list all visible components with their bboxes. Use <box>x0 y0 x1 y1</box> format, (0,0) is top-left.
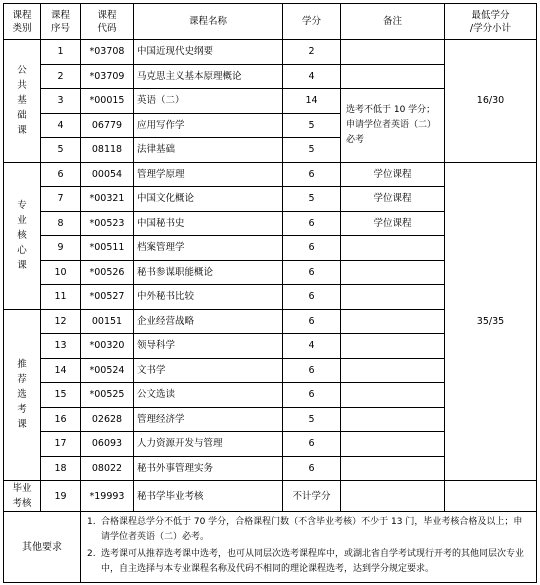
course-seq: 9 <box>41 236 81 261</box>
course-name: 中外秘书比较 <box>134 285 283 310</box>
course-credit: 2 <box>283 40 341 65</box>
course-category: 专 业 核 心 课 <box>4 162 41 309</box>
course-note <box>341 309 445 334</box>
course-seq: 10 <box>41 260 81 285</box>
table-row <box>4 40 537 65</box>
course-note-span: 选考不低于 10 学分；申请学位者英语（二）必考 <box>341 89 445 163</box>
table-body <box>4 40 537 512</box>
course-code: *00321 <box>81 187 134 212</box>
course-seq: 12 <box>41 309 81 334</box>
course-credit: 5 <box>283 187 341 212</box>
course-credit: 4 <box>283 64 341 89</box>
course-seq: 13 <box>41 334 81 359</box>
other-requirements-row <box>4 512 537 583</box>
course-name: 中国文化概论 <box>134 187 283 212</box>
course-name: 档案管理学 <box>134 236 283 261</box>
course-credit: 6 <box>283 383 341 408</box>
course-name: 秘书参谋职能概论 <box>134 260 283 285</box>
course-code: 08118 <box>81 138 134 163</box>
course-note <box>341 481 445 512</box>
course-credit: 6 <box>283 260 341 285</box>
course-category: 公 共 基 础 课 <box>4 40 41 163</box>
course-seq: 7 <box>41 187 81 212</box>
course-seq: 3 <box>41 89 81 114</box>
course-name: 管理经济学 <box>134 407 283 432</box>
course-code: *00525 <box>81 383 134 408</box>
course-code: 06093 <box>81 432 134 457</box>
course-credit: 6 <box>283 456 341 481</box>
course-note <box>341 334 445 359</box>
course-note <box>341 64 445 89</box>
course-code: *00523 <box>81 211 134 236</box>
course-name: 企业经营战略 <box>134 309 283 334</box>
course-code: *00527 <box>81 285 134 310</box>
course-name: 马克思主义基本原理概论 <box>134 64 283 89</box>
course-code: *00015 <box>81 89 134 114</box>
course-code: *00320 <box>81 334 134 359</box>
course-credit: 5 <box>283 407 341 432</box>
course-name: 应用写作学 <box>134 113 283 138</box>
course-seq: 4 <box>41 113 81 138</box>
course-code: 00054 <box>81 162 134 187</box>
course-credit: 不计学分 <box>283 481 341 512</box>
course-credit: 6 <box>283 309 341 334</box>
header-note: 备注 <box>341 4 445 40</box>
course-name: 公文选读 <box>134 383 283 408</box>
course-name: 中国近现代史纲要 <box>134 40 283 65</box>
course-code: *19993 <box>81 481 134 512</box>
other-requirements-body <box>81 512 537 583</box>
course-credit: 6 <box>283 162 341 187</box>
header-min: 最低学分 /学分小计 <box>445 4 537 40</box>
course-credit: 6 <box>283 211 341 236</box>
requirement-item <box>87 515 530 545</box>
course-name: 中国秘书史 <box>134 211 283 236</box>
course-credit: 5 <box>283 138 341 163</box>
course-seq: 6 <box>41 162 81 187</box>
course-note <box>341 383 445 408</box>
course-category: 推 荐 选 考 课 <box>4 309 41 481</box>
course-name: 人力资源开发与管理 <box>134 432 283 457</box>
course-name: 法律基础 <box>134 138 283 163</box>
course-seq: 2 <box>41 64 81 89</box>
course-code: *00524 <box>81 358 134 383</box>
course-seq: 14 <box>41 358 81 383</box>
course-credit: 6 <box>283 236 341 261</box>
table-row <box>4 481 537 512</box>
course-credit: 6 <box>283 285 341 310</box>
course-code: 02628 <box>81 407 134 432</box>
course-credit: 6 <box>283 358 341 383</box>
course-credit: 14 <box>283 89 341 114</box>
requirement-text: 选考课可从推荐选考课中选考，也可从同层次选考课程库中，或湖北省自学考试现行开考的其他同层次专业中，自主选择与本专业课程名称及代码不相同的理论课程选考，达到学分规定要求。 <box>101 549 525 574</box>
course-plan-table <box>3 3 537 583</box>
course-code: 00151 <box>81 309 134 334</box>
other-requirements-label: 其他要求 <box>4 512 81 583</box>
course-note <box>341 236 445 261</box>
course-note <box>341 432 445 457</box>
min-credit: 16/30 <box>445 40 537 163</box>
header-name: 课程名称 <box>134 4 283 40</box>
course-note <box>341 456 445 481</box>
header-credit: 学分 <box>283 4 341 40</box>
course-category: 毕业 考核 <box>4 481 41 512</box>
header-seq: 课程 序号 <box>41 4 81 40</box>
course-seq: 8 <box>41 211 81 236</box>
course-code: *00526 <box>81 260 134 285</box>
course-code: 06779 <box>81 113 134 138</box>
course-code: *03708 <box>81 40 134 65</box>
course-name: 领导科学 <box>134 334 283 359</box>
course-seq: 15 <box>41 383 81 408</box>
course-code: *00511 <box>81 236 134 261</box>
requirement-text: 合格课程总学分不低于 70 学分，合格课程门数（不含毕业考核）不少于 13 门，毕业考核合格及以上；申请学位者英语（二）必考。 <box>101 517 523 542</box>
course-note <box>341 407 445 432</box>
requirement-item <box>87 547 530 577</box>
course-name: 文书学 <box>134 358 283 383</box>
course-seq: 16 <box>41 407 81 432</box>
course-note <box>341 260 445 285</box>
course-name: 管理学原理 <box>134 162 283 187</box>
course-seq: 19 <box>41 481 81 512</box>
course-note: 学位课程 <box>341 162 445 187</box>
course-code: 08022 <box>81 456 134 481</box>
requirement-number: 1. <box>87 517 96 527</box>
min-credit-empty <box>445 481 537 512</box>
course-note: 学位课程 <box>341 187 445 212</box>
header-code: 课程 代码 <box>81 4 134 40</box>
min-credit: 35/35 <box>445 162 537 481</box>
course-seq: 17 <box>41 432 81 457</box>
course-seq: 5 <box>41 138 81 163</box>
course-code: *03709 <box>81 64 134 89</box>
course-name: 秘书外事管理实务 <box>134 456 283 481</box>
course-note <box>341 40 445 65</box>
course-seq: 18 <box>41 456 81 481</box>
course-note <box>341 285 445 310</box>
course-name: 秘书学毕业考核 <box>134 481 283 512</box>
course-seq: 1 <box>41 40 81 65</box>
table-row <box>4 162 537 187</box>
header-category: 课程 类别 <box>4 4 41 40</box>
requirement-number: 2. <box>87 549 96 559</box>
course-name: 英语（二） <box>134 89 283 114</box>
course-credit: 4 <box>283 334 341 359</box>
course-seq: 11 <box>41 285 81 310</box>
header-row <box>4 4 537 40</box>
course-credit: 5 <box>283 113 341 138</box>
course-note <box>341 358 445 383</box>
course-credit: 6 <box>283 432 341 457</box>
course-note: 学位课程 <box>341 211 445 236</box>
